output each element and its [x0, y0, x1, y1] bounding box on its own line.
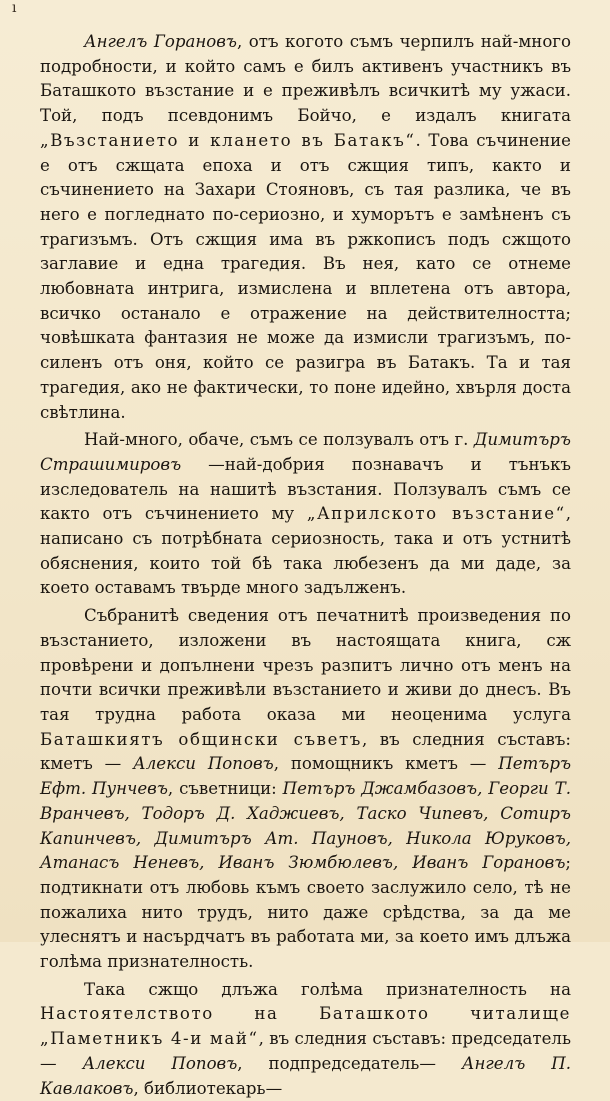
- vice-chairman-name: Ангелъ П. Кавлаковъ: [40, 1053, 571, 1098]
- p4-text-a: Така сжщо длъжа голѣма признателность на: [84, 979, 571, 999]
- corner-mark: ı: [12, 0, 17, 16]
- p2-text-c: , написано съ потрѣбната сериозность, така и отъ устнитѣ обяснения, които той бѣ така любезенъ да ми даде, за което оставамъ твърде много задълженъ.: [40, 504, 571, 598]
- body-text: [40, 30, 571, 1101]
- book-title: „Възстанието и клането въ Батакъ“: [40, 130, 416, 150]
- p1-text-b: . Това съчинение е отъ сжщата епоха и отъ сжщия типъ, както и съчинението на Захари Стояновъ, съ тая разлика, че въ него е погледнато по-сериозно, и хуморътъ е замѣненъ съ трагизъмъ. Отъ сжщия има въ ржкописъ подъ сжщото заглавие и една трагедия. Въ нея, като се отнеме любовната интрига, измислена и вплетена отъ автора, всичко останало е отражение на действителността; човѣшката фантазия не може да измисли трагизъмъ, по-силенъ отъ оня, който се разигра въ Батакъ. Та и тая трагедия, ако не фактически, то поне идейно, хвърля доста свѣтлина.: [40, 130, 571, 422]
- p4-text-d: , библиотекарь—: [133, 1078, 283, 1098]
- p1-text-a: , отъ когото съмъ черпилъ най-много подробности, и който самъ е билъ активенъ участникъ въ Баташкото възстание и е преживѣлъ всичкитѣ му ужаси. Той, подъ псевдонимъ Бойчо, е издалъ книгата: [40, 32, 571, 126]
- paragraph-1: [40, 30, 571, 425]
- board-name: Настоятелството на Баташкото читалище „Паметникъ 4-и май“: [40, 1004, 571, 1049]
- paragraph-2: [40, 428, 571, 601]
- p3-text-d: , съветници:: [167, 779, 283, 799]
- mayor-name: Алекси Поповъ: [133, 754, 274, 774]
- p4-text-c: , подпредседатель—: [237, 1053, 462, 1073]
- p3-text-b: , въ следния съставъ: кметъ —: [40, 729, 571, 774]
- deputy-mayor-name: Петъръ Ефт. Пунчевъ: [40, 754, 572, 799]
- p3-text-e: ; подтикнати отъ любовь къмъ своето заслужило село, тѣ не пожалиха нито трудъ, нито даже срѣдства, за да ме улеснятъ и насърдчатъ въ работата ми, за което имъ длъжа голѣма признателность.: [40, 853, 571, 972]
- work-title: „Априлското възстание“: [306, 504, 566, 524]
- council-name: Баташкиятъ общински съветъ: [40, 729, 362, 749]
- p3-text-a: Събранитѣ сведения отъ печатнитѣ произведения по възстанието, изложени въ настоящата книга, сж провѣрени и допълнени чрезъ разпитъ лично отъ менъ на почти всички преживѣли възстанието и живи до днесъ. Въ тая трудна работа оказа ми неоценима услуга: [40, 606, 571, 724]
- paragraph-4: [40, 978, 571, 1101]
- p2-text-b: —най-добрия познавачъ и тънъкъ изследователь на нашитѣ възстания. Ползувалъ съмъ се както отъ съчинението му: [40, 454, 571, 524]
- p2-text-a: Най-много, обаче, съмъ се ползувалъ отъ г.: [84, 430, 474, 450]
- paragraph-3: [40, 604, 571, 975]
- p4-text-b: , въ следния съставъ: председатель —: [40, 1029, 571, 1073]
- person-name: Димитъръ Страшимировъ: [40, 430, 571, 474]
- councillors-list: Петъръ Джамбазовъ, Георги Т. Вранчевъ, Тодоръ Д. Хаджиевъ, Таско Чипевъ, Сотиръ Капинчевъ, Димитъръ Ат. Пауновъ, Никола Юруковъ, Атанасъ Неневъ, Иванъ Зюмбюлевъ, Иванъ Горановъ: [40, 779, 571, 873]
- chairman-name: Алекси Поповъ: [82, 1053, 238, 1073]
- author-name: Ангелъ Горановъ: [84, 32, 237, 51]
- p3-text-c: , помощникъ кметъ —: [273, 754, 499, 774]
